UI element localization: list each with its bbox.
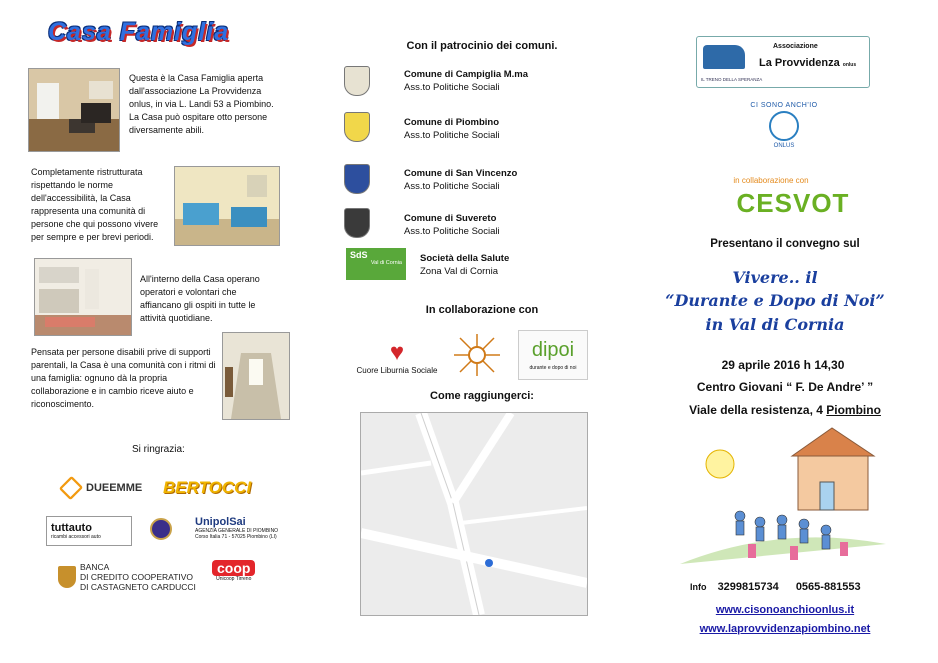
event-title-line-3: in Val di Cornia — [705, 315, 845, 334]
network-logo-icon — [450, 332, 504, 378]
event-title-line-2: “Durante e Dopo di Noi” — [665, 291, 885, 310]
middle-panel — [312, 0, 652, 663]
globe-figure-icon — [769, 111, 799, 141]
suvereto-crest-icon — [344, 208, 370, 238]
renovation-paragraph: Completamente ristrutturata rispettando le norme dell'accessibilità, la Casa rappresenta una comunità di persone che qui possono vivere per sempre e per brevi periodi. — [31, 167, 159, 242]
event-venue: Centro Giovani “ F. De Andre’ ” — [696, 380, 874, 394]
casa-famiglia-title: Casa Famiglia — [48, 18, 230, 46]
campiglia-crest-icon — [344, 66, 370, 96]
children-house-drawing — [680, 424, 886, 574]
hallway-photo — [222, 332, 290, 420]
living-room-photo — [28, 68, 120, 152]
dipoi-logo: dipoi durante e dopo di noi — [518, 330, 588, 380]
event-date: 29 aprile 2016 h 14,30 — [721, 358, 845, 372]
dueemme-mark-icon — [59, 476, 83, 500]
unipol-logo: UnipolSai AGENZIA GENERALE DI PIOMBINO Corso Italia 71 - 57025 Piombino (LI) — [195, 516, 279, 540]
comune-san-vincenzo: Comune di San Vincenzo Ass.to Politiche Sociali — [404, 168, 518, 192]
coop-logo: coop Unicoop Tirreno — [212, 560, 255, 582]
heart-icon: ♥ — [389, 339, 405, 366]
cesvot-logo: CESVOT — [736, 188, 850, 218]
location-map[interactable] — [360, 412, 588, 616]
la-provvidenza-logo: Associazione La Provvidenza onlus IL TRENO DELLA SPERANZA — [696, 36, 870, 88]
bertocci-logo: BERTOCCI — [163, 478, 252, 497]
left-panel — [0, 0, 312, 663]
website-link-cisono[interactable]: www.cisonoanchioonlus.it — [715, 604, 855, 616]
event-title-line-1: Vivere.. il — [732, 268, 818, 287]
piombino-crest-icon — [344, 112, 370, 142]
seal-icon — [150, 518, 172, 540]
cuore-liburnia-logo: ♥ Cuore Liburnia Sociale — [352, 340, 442, 375]
san-vincenzo-crest-icon — [344, 164, 370, 194]
collab-label: in collaborazione con — [733, 176, 809, 185]
reach-heading: Come raggiungerci: — [430, 390, 534, 402]
presentano-line: Presentano il convegno sul — [710, 238, 860, 250]
event-address: Viale della resistenza, 4 Piombino — [689, 403, 881, 417]
train-icon — [703, 45, 745, 69]
comune-campiglia: Comune di Campiglia M.ma Ass.to Politiche Sociali — [404, 69, 529, 93]
bedroom-photo — [174, 166, 280, 246]
sds-logo: SdS Val di Cornia — [346, 248, 406, 280]
dueemme-logo: DUEEMME — [60, 476, 142, 500]
societa-salute: Società della Salute Zona Val di Cornia — [420, 253, 510, 277]
intro-paragraph: Questa è la Casa Famiglia aperta dall'associazione La Provvidenza onlus, in via L. Landi 53 a Piombino. La Casa può ospitare otto persone diversamente abili. — [129, 73, 274, 135]
info-phones: Info 3299815734 0565-881553 — [690, 581, 861, 593]
website-link-provvidenza[interactable]: www.laprovvidenzapiombino.net — [699, 623, 871, 635]
kitchen-photo — [34, 258, 132, 336]
banca-castagneto-logo: BANCA DI CREDITO COOPERATIVO DI CASTAGNETO CARDUCCI — [58, 562, 196, 592]
family-paragraph: Pensata per persone disabili prive di supporti parentali, la Casa è una comunità con i ritmi di una famiglia: ognuno dà la propria collaborazione e in cambio riceve aiuto e riconoscimento. — [31, 347, 216, 409]
patronage-heading: Con il patrocinio dei comuni. — [406, 40, 558, 52]
comune-piombino: Comune di Piombino Ass.to Politiche Sociali — [404, 117, 500, 141]
tuttauto-logo: tuttauto ricambi accessori auto — [46, 516, 132, 546]
comune-suvereto: Comune di Suvereto Ass.to Politiche Sociali — [404, 213, 500, 237]
bank-crest-icon — [58, 566, 76, 588]
staff-paragraph: All'interno della Casa operano operatori e volontari che affiancano gli ospiti in tutte le attività quotidiane. — [140, 274, 260, 323]
thanks-label: Si ringrazia: — [132, 444, 185, 455]
ci-sono-anchio-logo: CI SONO ANCH'IO ONLUS — [750, 102, 818, 149]
collab-heading: In collaborazione con — [425, 304, 539, 316]
right-panel — [652, 0, 938, 663]
